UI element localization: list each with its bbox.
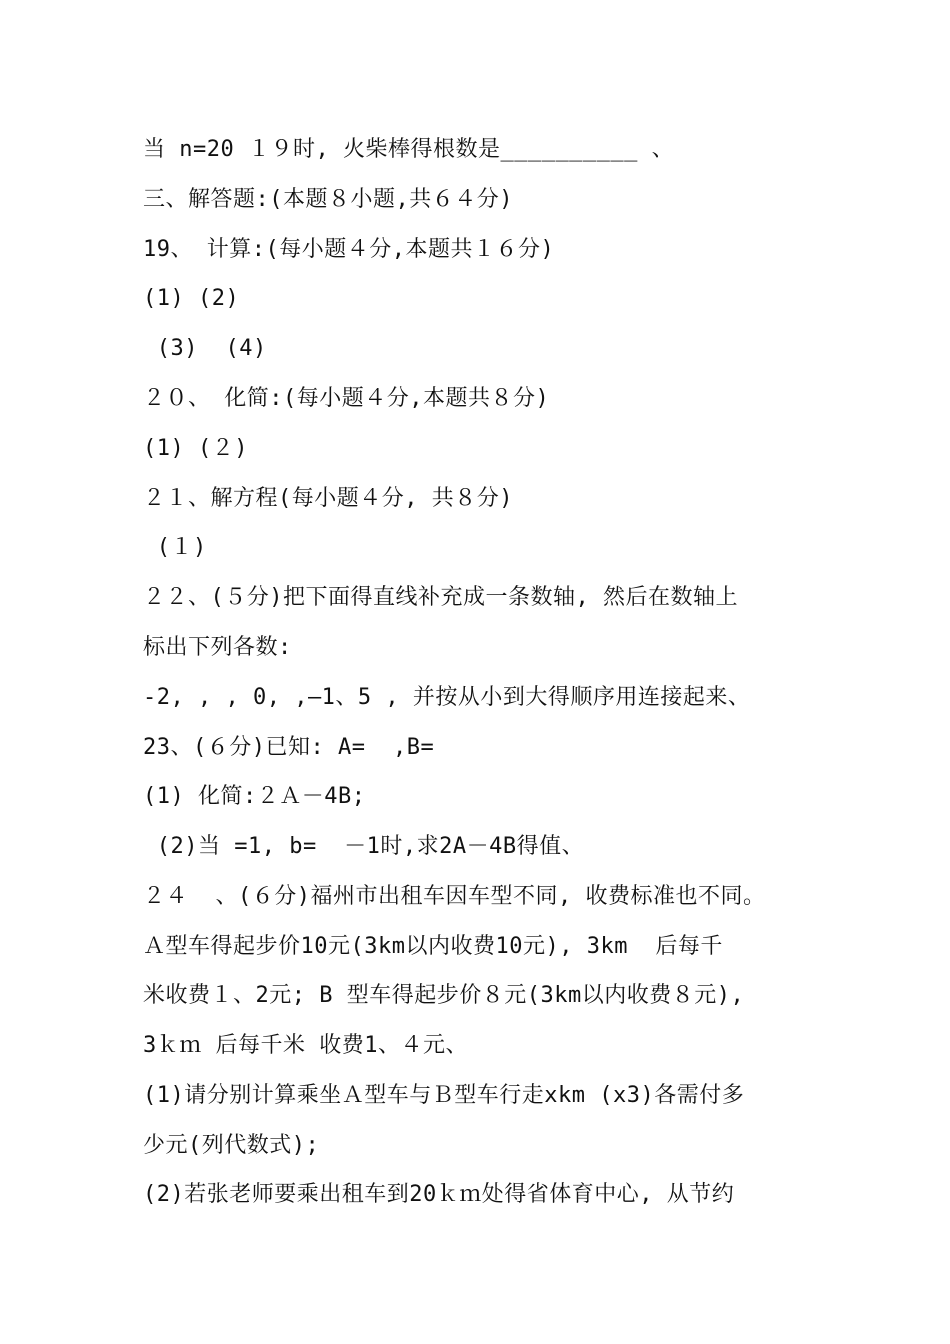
question-22-text: ２２、(５分)把下面得直线补充成一条数轴, 然后在数轴上 — [143, 585, 738, 610]
text-line-q18-answer: 当 n=20 １９时, 火柴棒得根数是__________ 、 — [143, 137, 675, 162]
question-21-part-1: (１) — [143, 535, 207, 560]
question-24-heading: ２４ 、(６分)福州市出租车因车型不同, 收费标准也不同。 — [143, 884, 766, 909]
question-21-heading: ２１、解方程(每小题４分, 共８分) — [143, 486, 513, 511]
question-22-numbers: -2, , , 0, ,—1、5 , 并按从小到大得顺序用连接起来、 — [143, 685, 751, 710]
question-22-text-cont: 标出下列各数: — [143, 635, 292, 660]
question-23-part-2: (2)当 =1, b= －1时,求2A－4B得值、 — [143, 834, 585, 859]
section-heading-answer-questions: 三、解答题:(本题８小题,共６４分) — [143, 187, 513, 212]
question-24-text-c: 3ｋｍ 后每千米 收费1、４元、 — [143, 1033, 468, 1058]
question-19-heading: 19、 计算:(每小题４分,本题共１６分) — [143, 237, 555, 262]
question-23-part-1: (1) 化简:２Ａ－4B; — [143, 784, 366, 809]
question-23-heading: 23、(６分)已知: A= ,B= — [143, 735, 435, 760]
question-24-part-2: (2)若张老师要乘出租车到20ｋｍ处得省体育中心, 从节约 — [143, 1182, 735, 1207]
question-24-text-b: 米收费１、2元; B 型车得起步价８元(3km以内收费８元), — [143, 983, 745, 1008]
question-19-parts-3-4: (3) (4) — [143, 336, 267, 361]
question-19-parts-1-2: (1) (2) — [143, 286, 240, 311]
question-24-part-1-cont: 少元(列代数式); — [143, 1133, 320, 1158]
question-20-heading: ２０、 化简:(每小题４分,本题共８分) — [143, 386, 550, 411]
question-20-parts: (1) (２) — [143, 436, 248, 461]
question-24-part-1: (1)请分别计算乘坐Ａ型车与Ｂ型车行走xkm (x3)各需付多 — [143, 1083, 745, 1108]
question-24-text-a: Ａ型车得起步价10元(3km以内收费10元), 3km 后每千 — [143, 934, 723, 959]
